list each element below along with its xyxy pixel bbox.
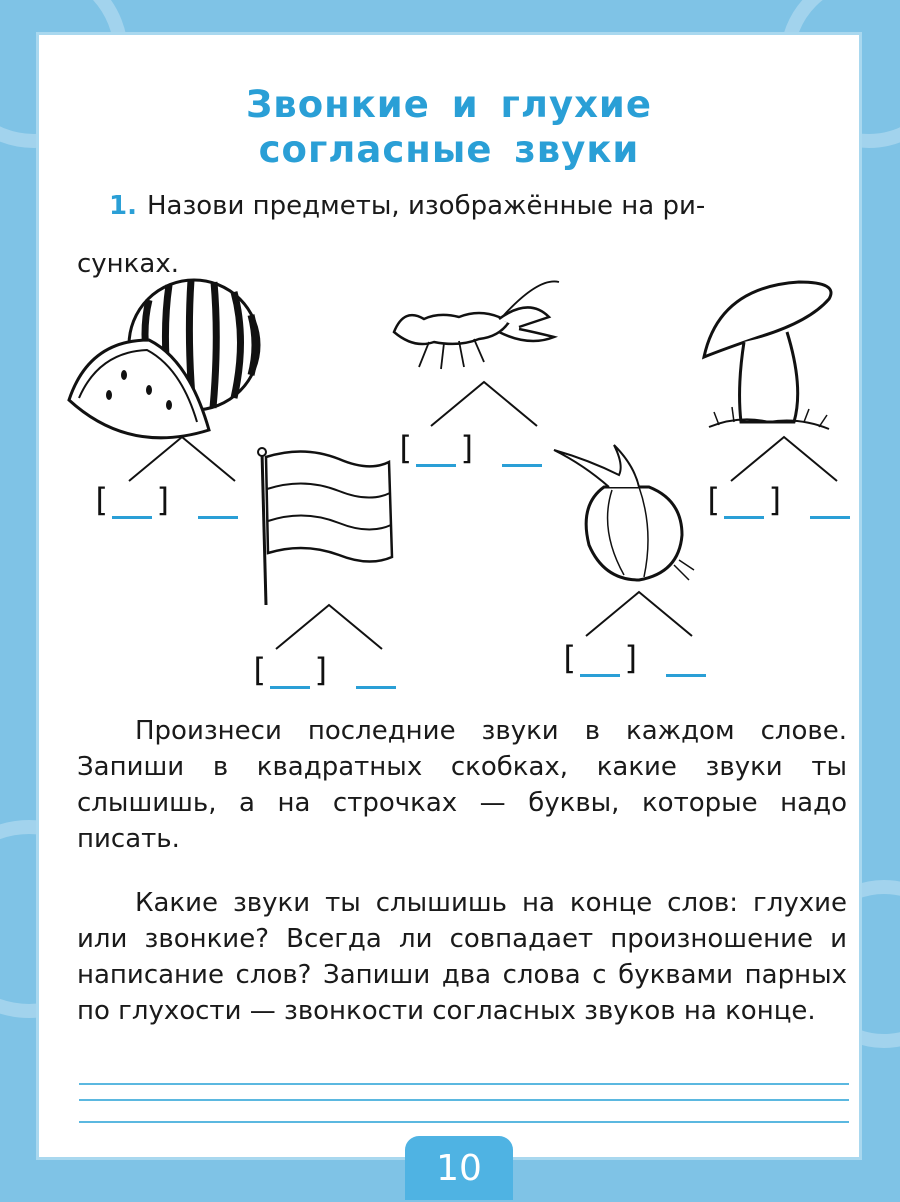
watermelon-icon bbox=[69, 280, 269, 450]
worksheet-page bbox=[36, 32, 862, 1160]
answer-slot-mushroom[interactable] bbox=[703, 481, 850, 519]
instruction-paragraph-2: Какие звуки ты слышишь на конце слов: глухие или звонкие? Всегда ли совпадает произношение и написание слов? Запиши два слова с буквами парных по глухости — звонкости согласных звуков на конце. bbox=[77, 888, 847, 1026]
letter-blank[interactable] bbox=[666, 652, 706, 677]
instruction-paragraph-1: Произнеси последние звуки в каждом слове. Запиши в квадратных скобках, какие звуки ты слышишь, а на строчках — буквы, которые надо писать. bbox=[77, 716, 847, 854]
task-number: 1. bbox=[109, 191, 137, 221]
triangle-marker bbox=[274, 603, 384, 651]
triangle-marker bbox=[729, 435, 839, 483]
close-bracket: ] bbox=[622, 639, 642, 677]
page-title-line1: Звонкие и глухие bbox=[246, 83, 652, 126]
task-text-line1: Назови предметы, изображённые на ри- bbox=[146, 191, 706, 221]
open-bracket: [ bbox=[91, 481, 111, 519]
writing-line[interactable] bbox=[79, 1121, 849, 1123]
letter-blank[interactable] bbox=[356, 664, 396, 689]
answer-slot-crayfish[interactable] bbox=[395, 429, 542, 467]
close-bracket: ] bbox=[458, 429, 478, 467]
letter-blank[interactable] bbox=[810, 494, 850, 519]
open-bracket: [ bbox=[249, 651, 269, 689]
letter-blank[interactable] bbox=[198, 494, 238, 519]
crayfish-icon bbox=[389, 277, 559, 377]
sound-blank[interactable] bbox=[112, 494, 152, 519]
sound-blank[interactable] bbox=[724, 494, 764, 519]
writing-line[interactable] bbox=[79, 1083, 849, 1085]
letter-blank[interactable] bbox=[502, 442, 542, 467]
sound-blank[interactable] bbox=[580, 652, 620, 677]
close-bracket: ] bbox=[312, 651, 332, 689]
answer-slot-flag[interactable] bbox=[249, 651, 396, 689]
close-bracket: ] bbox=[154, 481, 174, 519]
task-text-line2: сунках. bbox=[77, 249, 179, 279]
triangle-marker bbox=[429, 380, 539, 428]
sound-blank[interactable] bbox=[416, 442, 456, 467]
mushroom-icon bbox=[699, 277, 839, 447]
close-bracket: ] bbox=[766, 481, 786, 519]
triangle-marker bbox=[584, 590, 694, 638]
page-number: 10 bbox=[405, 1136, 513, 1200]
answer-slot-onion[interactable] bbox=[559, 639, 706, 677]
open-bracket: [ bbox=[703, 481, 723, 519]
triangle-marker bbox=[127, 435, 237, 483]
open-bracket: [ bbox=[559, 639, 579, 677]
task-1-instruction bbox=[109, 185, 839, 227]
writing-line[interactable] bbox=[79, 1099, 849, 1101]
onion-icon bbox=[544, 445, 694, 595]
page-title-line2: согласные звуки bbox=[258, 128, 640, 171]
flag-icon bbox=[244, 447, 404, 607]
open-bracket: [ bbox=[395, 429, 415, 467]
answer-slot-watermelon[interactable] bbox=[91, 481, 238, 519]
sound-blank[interactable] bbox=[270, 664, 310, 689]
